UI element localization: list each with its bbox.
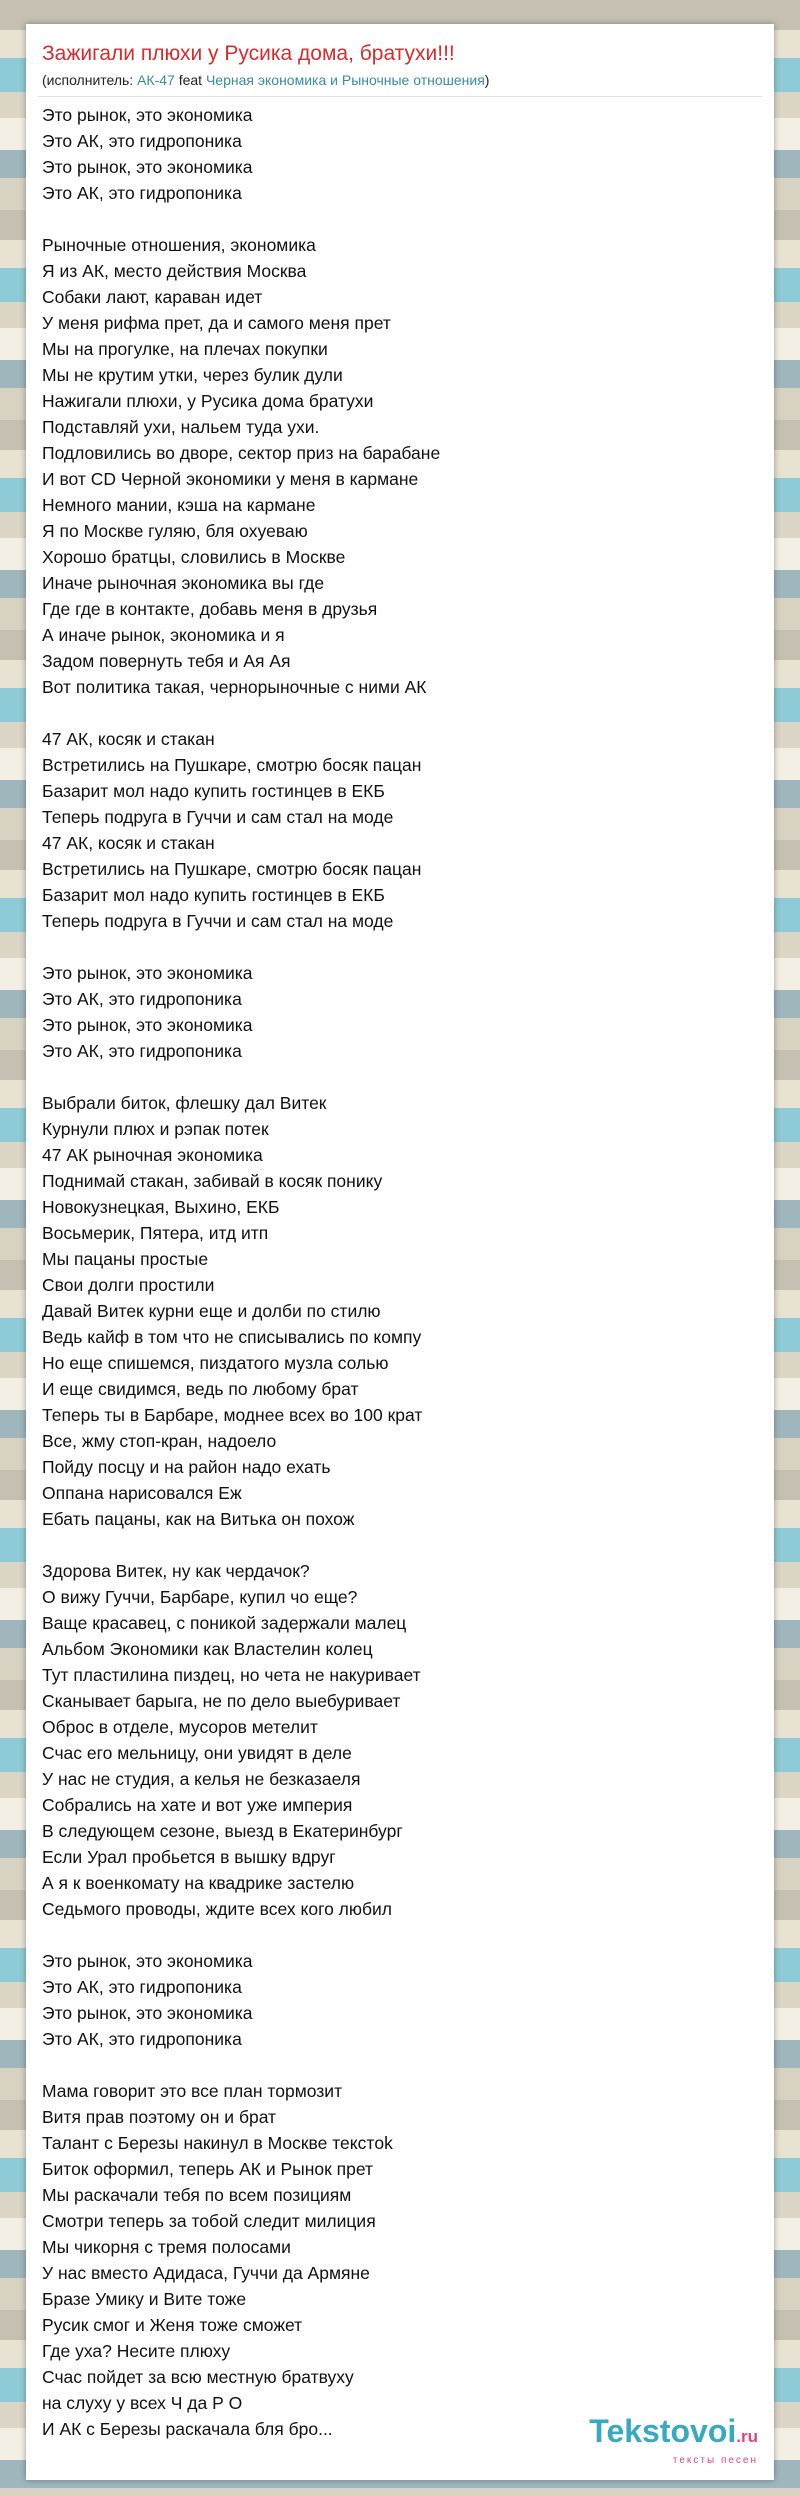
lyric-line: Седьмого проводы, ждите всех кого любил — [42, 1899, 393, 1919]
lyric-line: Ваще красавец, с поникой задержали малец — [42, 1613, 407, 1633]
lyric-line: Ведь кайф в том что не списывались по компу — [42, 1327, 422, 1347]
lyric-line: Свои долги простили — [42, 1275, 215, 1295]
lyric-line: 47 АК, косяк и стакан — [42, 729, 215, 749]
lyric-line: Русик смог и Женя тоже сможет — [42, 2315, 303, 2335]
lyric-line: И вот CD Черной экономики у меня в кармане — [42, 469, 419, 489]
lyric-line: Счас пойдет за всю местную братвуху — [42, 2367, 354, 2387]
lyrics-text — [42, 102, 742, 2468]
lyric-line: Но еще спишемся, пиздатого музла солью — [42, 1353, 389, 1373]
lyric-line: на слуху у всех Ч да Р О — [42, 2393, 243, 2413]
lyric-line: Ебать пацаны, как на Витька он похож — [42, 1509, 355, 1529]
lyric-line: Иначе рыночная экономика вы где — [42, 573, 325, 593]
lyric-line: А иначе рынок, экономика и я — [42, 625, 285, 645]
lyric-line: Новокузнецкая, Выхино, ЕКБ — [42, 1197, 280, 1217]
logo-tld: .ru — [736, 2427, 758, 2446]
lyric-line: Я по Москве гуляю, бля охуеваю — [42, 521, 308, 541]
lyric-line: Нажигали плюхи, у Русика дома братухи — [42, 391, 374, 411]
lyric-line: Хорошо братцы, словились в Москве — [42, 547, 346, 567]
lyric-line: Оппана нарисовался Еж — [42, 1483, 242, 1503]
performer-prefix: (исполнитель: — [42, 72, 138, 88]
lyric-line: Все, жму стоп-кран, надоело — [42, 1431, 277, 1451]
lyric-line: Вот политика такая, чернорыночные с ними АК — [42, 677, 427, 697]
lyric-line: Теперь ты в Барбаре, моднее всех во 100 крат — [42, 1405, 423, 1425]
lyric-line: Это рынок, это экономика — [42, 2003, 253, 2023]
lyrics-stanza — [42, 960, 742, 1064]
lyric-line: Где уха? Несите плюху — [42, 2341, 231, 2361]
lyric-line: Оброс в отделе, мусоров метелит — [42, 1717, 318, 1737]
lyric-line: Встретились на Пушкаре, смотрю босяк пацан — [42, 755, 422, 775]
lyric-line: Альбом Экономики как Властелин колец — [42, 1639, 373, 1659]
lyric-line: Это рынок, это экономика — [42, 963, 253, 983]
lyric-line: В следующем сезоне, выезд в Екатеринбург — [42, 1821, 403, 1841]
lyrics-stanza — [42, 1948, 742, 2052]
lyric-line: Это АК, это гидропоника — [42, 1041, 242, 1061]
lyric-line: Смотри теперь за тобой следит милиция — [42, 2211, 376, 2231]
lyric-line: Витя прав поэтому он и брат — [42, 2107, 277, 2127]
logo-name: Tekstovoi — [589, 2413, 737, 2449]
lyric-line: У нас не студия, а келья не безказаеля — [42, 1769, 361, 1789]
lyric-line: Биток оформил, теперь АК и Рынок прет — [42, 2159, 374, 2179]
lyric-line: И еще свидимся, ведь по любому брат — [42, 1379, 359, 1399]
lyric-line: Мы на прогулке, на плечах покупки — [42, 339, 328, 359]
lyric-line: Собаки лают, караван идет — [42, 287, 263, 307]
lyric-line: Где где в контакте, добавь меня в друзья — [42, 599, 378, 619]
lyrics-stanza — [42, 102, 742, 206]
lyric-line: Базарит мол надо купить гостинцев в ЕКБ — [42, 781, 385, 801]
lyric-line: Подловились во дворе, сектор приз на барабане — [42, 443, 441, 463]
lyric-line: Это рынок, это экономика — [42, 105, 253, 125]
lyric-line: Это АК, это гидропоника — [42, 183, 242, 203]
performer-suffix: ) — [484, 72, 490, 88]
lyrics-stanza — [42, 232, 742, 700]
lyric-line: Это рынок, это экономика — [42, 157, 253, 177]
lyric-line: Это АК, это гидропоника — [42, 131, 242, 151]
lyric-line: Если Урал пробьется в вышку вдруг — [42, 1847, 336, 1867]
lyric-line: А я к военкомату на квадрике застелю — [42, 1873, 355, 1893]
performer-line — [42, 72, 489, 88]
lyrics-stanza — [42, 1090, 742, 1532]
lyric-line: 47 АК рыночная экономика — [42, 1145, 263, 1165]
lyric-line: Бразе Умику и Вите тоже — [42, 2289, 247, 2309]
logo-tagline: тексты песен — [672, 2455, 758, 2466]
feat-word: feat — [174, 72, 206, 88]
lyric-line: Поднимай стакан, забивай в косяк понику — [42, 1171, 383, 1191]
artist-link-ak47[interactable]: АК-47 — [137, 72, 175, 88]
lyric-line: Немного мании, кэша на кармане — [42, 495, 316, 515]
lyric-line: Пойду посцу и на район надо ехать — [42, 1457, 331, 1477]
lyric-line: У меня рифма прет, да и самого меня прет — [42, 313, 391, 333]
lyric-line: Рыночные отношения, экономика — [42, 235, 316, 255]
lyric-line: Встретились на Пушкаре, смотрю босяк пацан — [42, 859, 422, 879]
lyric-line: Собрались на хате и вот уже империя — [42, 1795, 353, 1815]
header-divider — [38, 96, 762, 97]
lyrics-stanza — [42, 1558, 742, 1922]
lyric-line: Мы чикорня с тремя полосами — [42, 2237, 291, 2257]
lyric-line: Талант с Березы накинул в Москве текстok — [42, 2133, 393, 2153]
lyric-line: Это АК, это гидропоника — [42, 2029, 242, 2049]
lyric-line: Мама говорит это все план тормозит — [42, 2081, 343, 2101]
lyrics-panel — [26, 24, 774, 2480]
lyric-line: Сканывает барыга, не по дело выебуривает — [42, 1691, 401, 1711]
site-logo[interactable] — [589, 2415, 758, 2466]
lyric-line: Теперь подруга в Гуччи и сам стал на моде — [42, 911, 394, 931]
lyric-line: Это АК, это гидропоника — [42, 1977, 242, 1997]
lyric-line: 47 АК, косяк и стакан — [42, 833, 215, 853]
lyric-line: Выбрали биток, флешку дал Витек — [42, 1093, 327, 1113]
lyric-line: У нас вместо Адидаса, Гуччи да Армяне — [42, 2263, 370, 2283]
lyric-line: Тут пластилина пиздец, но чета не накуривает — [42, 1665, 421, 1685]
lyric-line: Мы раскачали тебя по всем позициям — [42, 2185, 352, 2205]
lyrics-stanza — [42, 2078, 742, 2442]
lyric-line: Мы пацаны простые — [42, 1249, 209, 1269]
lyric-line: Это рынок, это экономика — [42, 1951, 253, 1971]
lyric-line: Базарит мол надо купить гостинцев в ЕКБ — [42, 885, 385, 905]
lyric-line: Счас его мельницу, они увидят в деле — [42, 1743, 352, 1763]
lyric-line: О вижу Гуччи, Барбаре, купил чо еще? — [42, 1587, 358, 1607]
lyric-line: Это рынок, это экономика — [42, 1015, 253, 1035]
artist-link-black-economy[interactable]: Черная экономика и Рыночные отношения — [205, 72, 485, 88]
lyric-line: Задом повернуть тебя и Ая Ая — [42, 651, 291, 671]
lyric-line: Мы не крутим утки, через булик дули — [42, 365, 343, 385]
lyric-line: Давай Витек курни еще и долби по стилю — [42, 1301, 381, 1321]
lyric-line: Подставляй ухи, нальем туда ухи. — [42, 417, 320, 437]
page-title: Зажигали плюхи у Русика дома, братухи!!! — [42, 42, 455, 65]
lyric-line: Курнули плюх и рэпак потек — [42, 1119, 269, 1139]
lyric-line: И АК с Березы раскачала бля бро... — [42, 2419, 333, 2439]
lyrics-stanza — [42, 726, 742, 934]
lyric-line: Теперь подруга в Гуччи и сам стал на моде — [42, 807, 394, 827]
lyric-line: Это АК, это гидропоника — [42, 989, 242, 1009]
lyric-line: Я из АК, место действия Москва — [42, 261, 307, 281]
lyric-line: Восьмерик, Пятера, итд итп — [42, 1223, 269, 1243]
lyric-line: Здорова Витек, ну как чердачок? — [42, 1561, 310, 1581]
